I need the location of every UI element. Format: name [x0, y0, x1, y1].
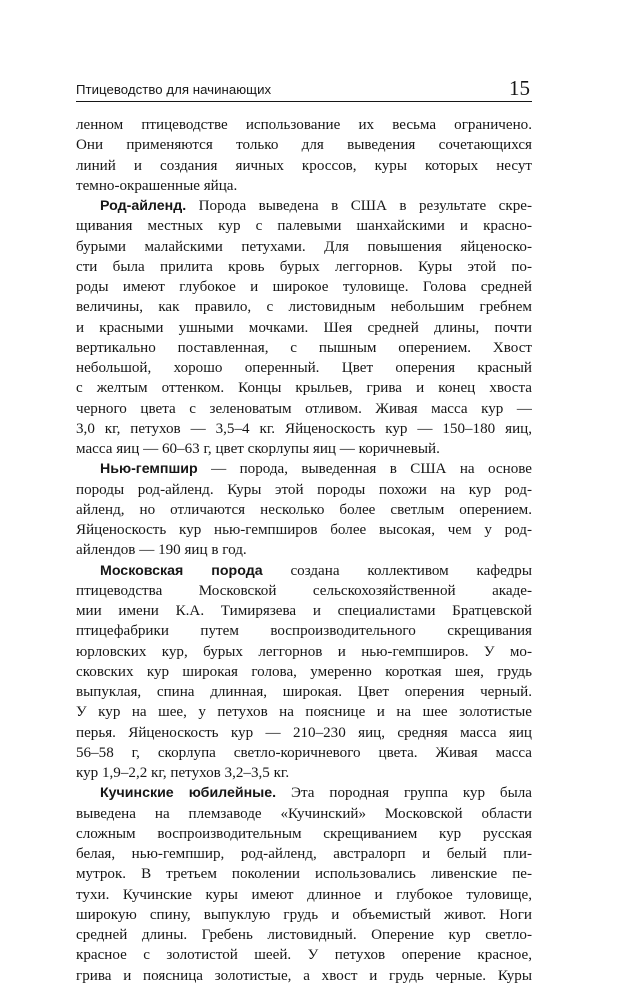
line-text: и красными ушными мочками. Шея средней длины, почти [76, 319, 532, 336]
text-line [76, 966, 532, 986]
line-text: белая, нью-гемпшир, род-айленд, австралорп и белый пли- [76, 846, 532, 862]
text-line [76, 297, 532, 317]
line-text: Порода выведена в США в результате скре- [186, 198, 532, 214]
line-text: сковских кур широкая голова, умеренно короткая шея, грудь [76, 663, 532, 680]
line-text: юрловских кур, бурых леггорнов и нью-гемпширов. У мо- [76, 643, 532, 660]
line-text: Они применяются только для выведения сочетающихся [76, 137, 532, 154]
book-title: Птицеводство для начинающих [76, 82, 272, 97]
line-text: 56–58 г, скорлупа светло-коричневого цвета. Живая масса [76, 744, 532, 761]
text-line [76, 115, 532, 135]
line-text: айлендов — 190 яиц в год. [76, 542, 247, 559]
line-text: небольшой, хорошо оперенный. Цвет оперения красный [76, 360, 532, 376]
text-line [76, 743, 532, 763]
line-text: линий и создания яичных кроссов, куры которых несут [76, 157, 532, 174]
text-line [76, 216, 532, 236]
text-line [76, 358, 532, 378]
line-text: создана коллективом кафедры [262, 562, 532, 579]
text-line [76, 621, 532, 641]
breed-name: Род-айленд. [100, 198, 187, 214]
text-line [76, 520, 532, 540]
text-line [76, 399, 532, 419]
line-text: Яйценоскость кур нью-гемпширов более высокая, чем у род- [76, 522, 532, 538]
text-line [76, 439, 532, 459]
line-text: тухи. Кучинские куры имеют длинное и глубокое туловище, [76, 886, 532, 903]
page-number: 15 [509, 76, 530, 100]
text-line [76, 480, 532, 500]
text-line [76, 378, 532, 398]
text-line [76, 540, 532, 560]
text-line [76, 763, 532, 783]
text-line [76, 176, 532, 196]
line-text: породы род-айленд. Куры этой породы похожи на кур род- [76, 481, 532, 498]
line-text: айленд, но отличаются несколько более светлым оперением. [76, 501, 532, 518]
breed-name: Нью-гемпшир [100, 461, 198, 478]
text-line [76, 682, 532, 702]
text-line [76, 844, 532, 864]
breed-name: Московская порода [100, 562, 263, 579]
text-line [76, 601, 532, 621]
line-text: птицефабрики путем воспроизводительного скрещивания [76, 623, 532, 640]
text-line [76, 905, 532, 925]
text-line [76, 561, 532, 581]
line-text: выпуклая, спина длинная, широкая. Цвет оперения черный. [76, 684, 532, 700]
line-text: мии имени К.А. Тимирязева и специалистами Братцевской [76, 603, 532, 619]
line-text: масса яиц — 60–63 г, цвет скорлупы яиц — коричневый. [76, 441, 440, 457]
line-text: сти была прилита кровь бурых леггорнов. Куры этой по- [76, 258, 532, 275]
line-text: средней длины. Гребень листовидный. Оперение кур светло- [76, 927, 532, 943]
text-line [76, 237, 532, 257]
line-text: кур 1,9–2,2 кг, петухов 3,2–3,5 кг. [76, 765, 290, 781]
line-text: широкую спину, выпуклую грудь и объемистый живот. Ноги [76, 906, 532, 923]
line-text: темно-окрашенные яйца. [76, 177, 238, 194]
text-line [76, 864, 532, 884]
line-text: величины, как правило, с листовидным небольшим гребнем [76, 299, 532, 316]
line-text: вертикально поставленная, с пышным оперением. Хвост [76, 339, 532, 356]
line-text: с желтым оттенком. Концы крыльев, грива и конец хвоста [76, 380, 532, 397]
line-text: птицеводства Московской сельскохозяйственной акаде- [76, 582, 532, 599]
text-line [76, 277, 532, 297]
text-line [76, 723, 532, 743]
body-text [76, 115, 532, 986]
text-line [76, 804, 532, 824]
text-line [76, 156, 532, 176]
text-line [76, 945, 532, 965]
line-text: щивания местных кур с палевыми шанхайскими и красно- [76, 218, 532, 235]
line-text: грива и поясница золотистые, а хвост и грудь черные. Куры [76, 967, 532, 984]
text-line [76, 318, 532, 338]
text-line [76, 196, 532, 216]
text-line [76, 338, 532, 358]
line-text: красное с золотистой шеей. У петухов оперение красное, [76, 947, 532, 964]
text-line [76, 824, 532, 844]
line-text: черного цвета с зеленоватым отливом. Живая масса кур — [76, 400, 532, 417]
line-text: бурыми малайскими петухами. Для повышения яйценоско- [76, 238, 532, 255]
header-rule [76, 101, 532, 102]
line-text: У кур на шее, у петухов на пояснице и на шее золотистые [76, 704, 532, 721]
text-line [76, 642, 532, 662]
breed-name: Кучинские юбилейные. [100, 785, 277, 802]
line-text: сложным воспроизводительным скрещиванием кур русская [76, 825, 532, 842]
line-text: роды имеют глубокое и широкое туловище. Голова средней [76, 279, 532, 295]
line-text: 3,0 кг, петухов — 3,5–4 кг. Яйценоскость кур — 150–180 яиц, [76, 420, 532, 437]
text-line [76, 135, 532, 155]
text-line [76, 783, 532, 803]
line-text: выведена на племзаводе «Кучинский» Московской области [76, 805, 532, 822]
line-text: мутрок. В третьем поколении использовались ливенские пе- [76, 866, 532, 883]
text-line [76, 459, 532, 479]
text-line [76, 885, 532, 905]
line-text: перья. Яйценоскость кур — 210–230 яиц, средняя масса яиц [76, 724, 532, 741]
text-line [76, 500, 532, 520]
text-line [76, 257, 532, 277]
text-line [76, 925, 532, 945]
text-line [76, 581, 532, 601]
running-header [76, 78, 532, 100]
text-line [76, 702, 532, 722]
line-text: — порода, выведенная в США на основе [197, 461, 532, 478]
line-text: Эта породная группа кур была [276, 785, 532, 802]
line-text: ленном птицеводстве использование их весьма ограничено. [76, 117, 532, 133]
text-line [76, 662, 532, 682]
text-line [76, 419, 532, 439]
